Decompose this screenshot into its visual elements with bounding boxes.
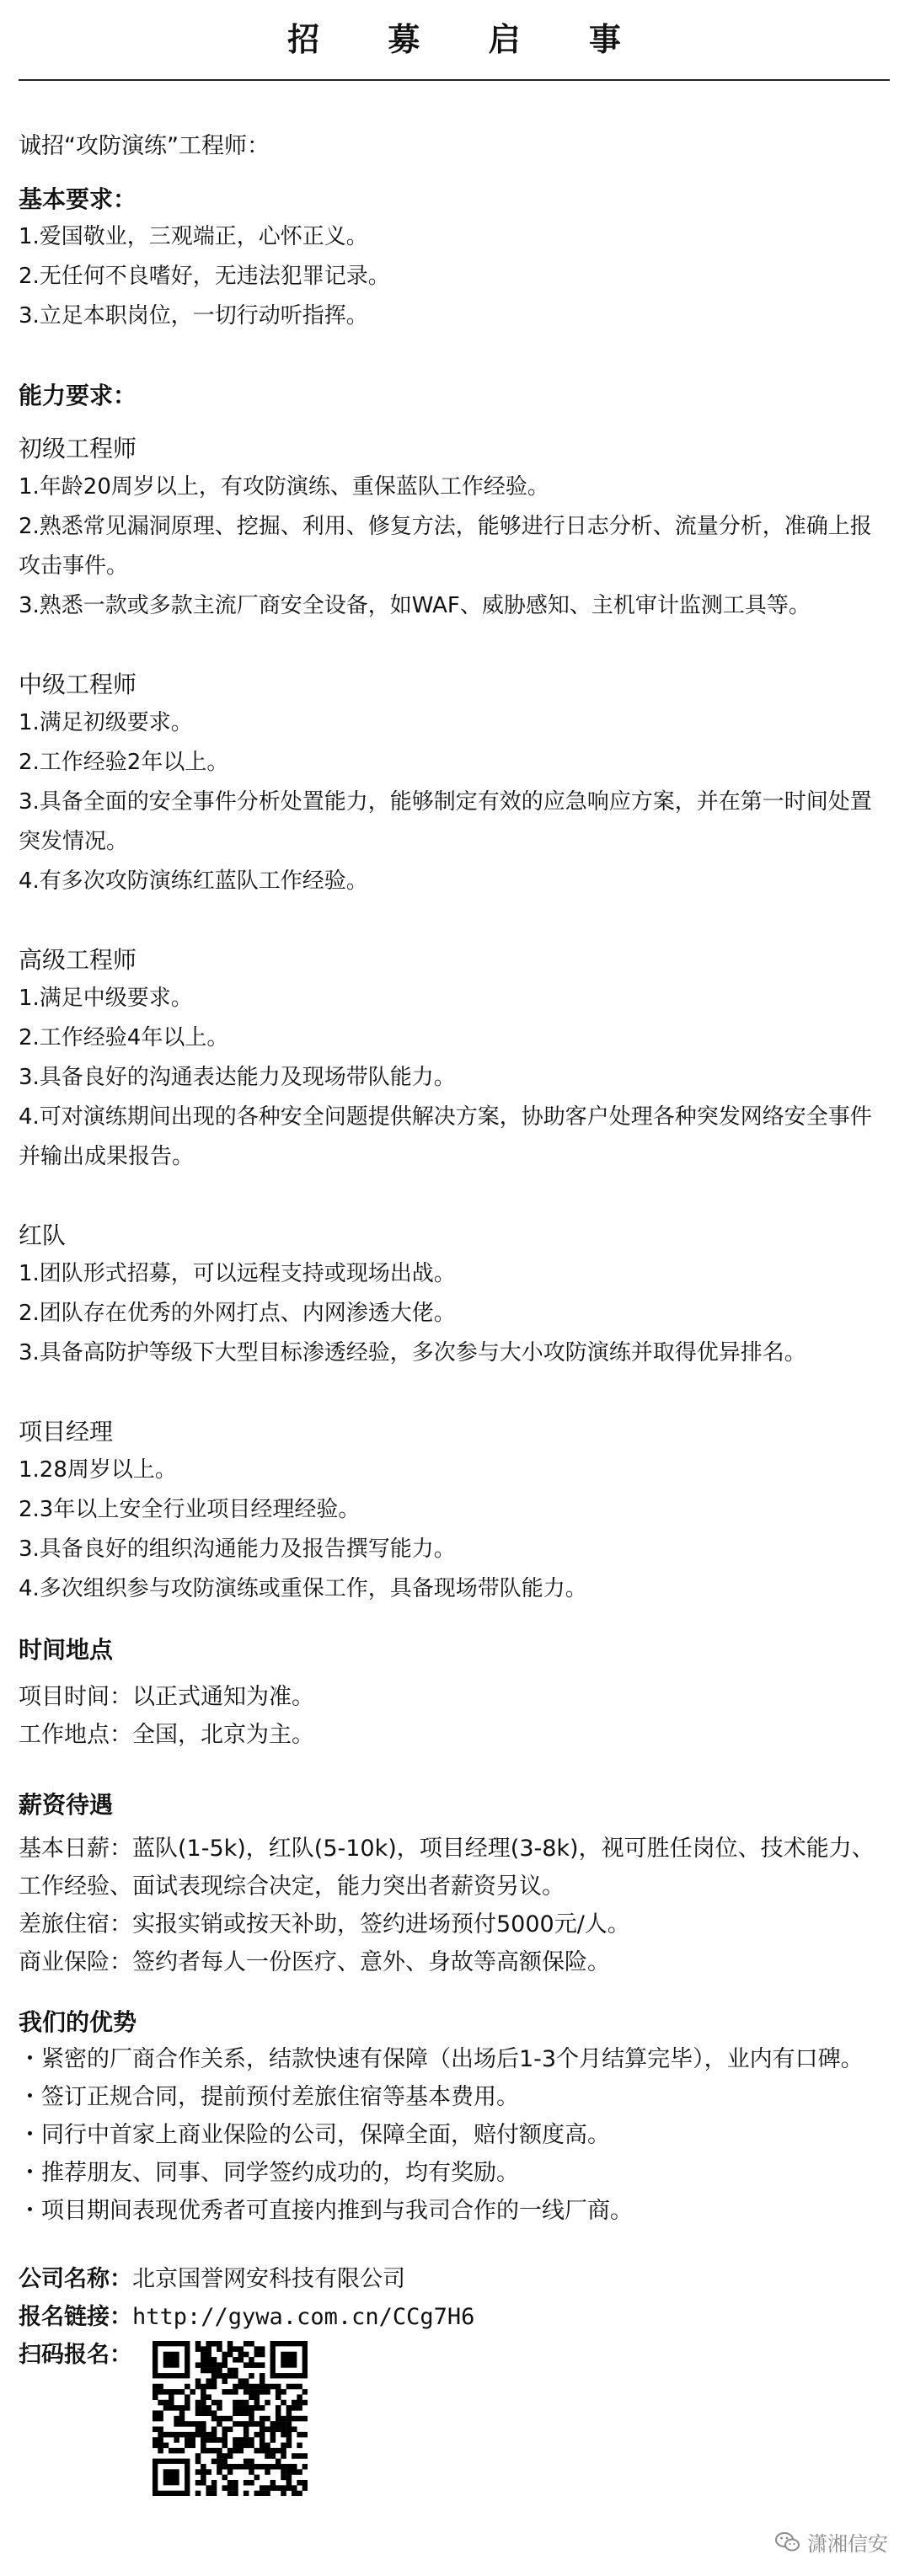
signup-link-row [19,2298,890,2336]
basic-item: 1.爱国敬业，三观端正，心怀正义。 [19,224,368,249]
salary-heading: 薪资待遇 [19,1791,114,1819]
signup-link-label: 报名链接： [19,2304,132,2330]
ability-heading: 能力要求： [19,382,137,409]
qr-code-image [153,2341,308,2496]
basic-item: 2.无任何不良嗜好，无违法犯罪记录。 [19,264,390,289]
middle-item: 4.有多次攻防演练红蓝队工作经验。 [19,868,368,894]
basic-heading: 基本要求： [19,185,137,213]
pm-item: 2.3年以上安全行业项目经理经验。 [19,1497,361,1522]
advantage-item: ・同行中首家上商业保险的公司，保障全面，赔付额度高。 [19,2122,610,2148]
company-name-row [19,2260,890,2298]
red-item: 3.具备高防护等级下大型目标渗透经验，多次参与大小攻防演练并取得优异排名。 [19,1340,806,1365]
advantage-item: ・推荐朋友、同事、同学签约成功的，均有奖励。 [19,2160,519,2186]
middle-item: 2.工作经验2年以上。 [19,750,229,775]
wechat-icon [775,2531,800,2553]
middle-item: 3.具备全面的安全事件分析处置能力，能够制定有效的应急响应方案，并在第一时间处置突发情况。 [19,789,872,854]
page-title: 招 募 启 事 [19,0,890,81]
advantage-item: ・项目期间表现优秀者可直接内推到与我司合作的一线厂商。 [19,2198,633,2224]
salary-item: 商业保险：签约者每人一份医疗、意外、身故等高额保险。 [19,1949,610,1975]
senior-item: 4.可对演练期间出现的各种安全问题提供解决方案，协助客户处理各种突发网络安全事件并输出成果报告。 [19,1104,872,1169]
junior-item: 3.熟悉一款或多款主流厂商安全设备，如WAF、威胁感知、主机审计监测工具等。 [19,593,811,618]
red-item: 2.团队存在优秀的外网打点、内网渗透大佬。 [19,1301,456,1326]
brand-watermark [775,2527,888,2557]
qr-label: 扫码报名： [19,2342,132,2368]
senior-item: 1.满足中级要求。 [19,986,193,1011]
pm-item: 1.28周岁以上。 [19,1457,177,1483]
company-name-label: 公司名称： [19,2266,132,2292]
advantage-item: ・紧密的厂商合作关系，结款快速有保障（出场后1-3个月结算完毕），业内有口碑。 [19,2046,864,2072]
pm-item: 3.具备良好的组织沟通能力及报告撰写能力。 [19,1537,456,1562]
middle-item: 1.满足初级要求。 [19,710,193,735]
junior-item: 1.年龄20周岁以上，有攻防演练、重保蓝队工作经验。 [19,474,549,500]
qr-row [19,2336,890,2496]
pm-title: 项目经理 [19,1418,114,1446]
salary-item: 基本日薪：蓝队(1-5k)，红队(5-10k)，项目经理(3-8k)，视可胜任岗位、技术能力、工作经验、面试表现综合决定，能力突出者薪资另议。 [19,1836,875,1900]
salary-item: 差旅住宿：实报实销或按天补助，签约进场预付5000元/人。 [19,1911,630,1937]
advantages-heading: 我们的优势 [19,2008,137,2036]
junior-item: 2.熟悉常见漏洞原理、挖掘、利用、修复方法，能够进行日志分析、流量分析，准确上报攻击事件。 [19,514,872,579]
qr-code[interactable] [153,2341,308,2496]
senior-title: 高级工程师 [19,946,137,974]
pm-item: 4.多次组织参与攻防演练或重保工作，具备现场带队能力。 [19,1576,587,1601]
red-item: 1.团队形式招募，可以远程支持或现场出战。 [19,1261,456,1286]
company-name-value: 北京国誉网安科技有限公司 [132,2266,405,2292]
senior-item: 2.工作经验4年以上。 [19,1025,229,1050]
time-item: 项目时间：以正式通知为准。 [19,1684,314,1710]
senior-item: 3.具备良好的沟通表达能力及现场带队能力。 [19,1065,456,1090]
time-place-heading: 时间地点 [19,1636,114,1664]
basic-item: 3.立足本职岗位，一切行动听指挥。 [19,303,368,329]
signup-link[interactable]: http://gywa.com.cn/CCg7H6 [132,2304,475,2330]
place-item: 工作地点：全国，北京为主。 [19,1722,314,1748]
junior-title: 初级工程师 [19,435,137,462]
brand-name: 潇湘信安 [807,2532,888,2556]
red-title: 红队 [19,1221,67,1249]
intro-line: 诚招“攻防演练”工程师： [19,133,270,159]
middle-title: 中级工程师 [19,671,137,698]
advantage-item: ・签订正规合同，提前预付差旅住宿等基本费用。 [19,2084,519,2110]
